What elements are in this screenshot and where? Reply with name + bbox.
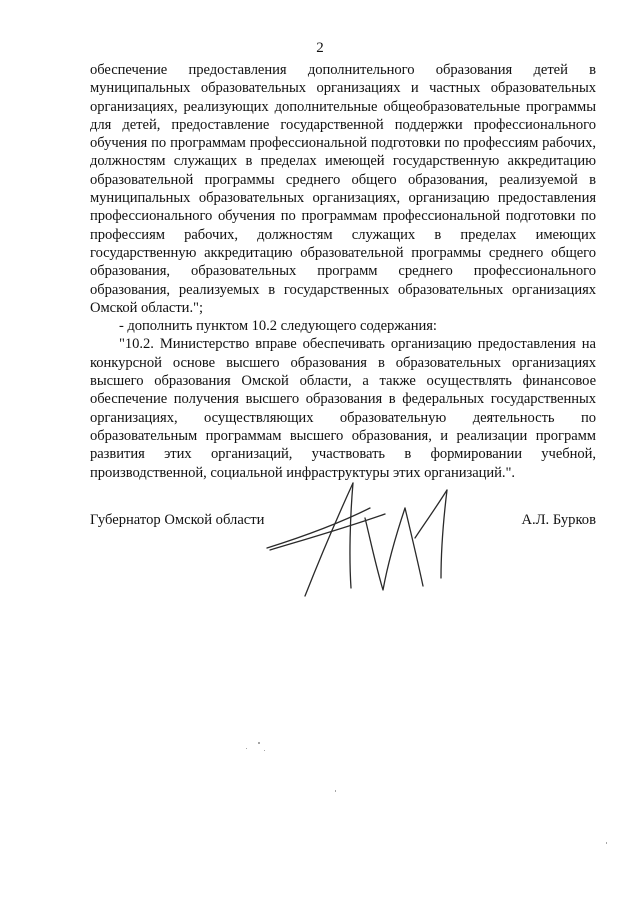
paragraph-amendment-intro: - дополнить пунктом 10.2 следующего содержания: [119, 318, 437, 335]
scan-speck [335, 790, 336, 792]
scan-speck [246, 748, 247, 749]
paragraph-clause-10-2: "10.2. Министерство вправе обеспечивать организацию предоставления на конкурсной основе высшего образования в образовательных организациях высшего образования Омской области, а также осуществлять финансовое обеспечение получения высшего образования в федеральных государственных организациях, осуществляющих образовательную деятельность по образовательным программам высшего образования, и реализации программ развития этих организаций, участвовать в формировании учебной, производственной, социальной инфраструктуры этих организаций.". [90, 336, 596, 481]
signature-stroke [305, 483, 353, 596]
signature-stroke [415, 490, 447, 538]
scan-speck [264, 750, 265, 751]
scan-speck [258, 742, 260, 744]
page-number: 2 [316, 40, 324, 56]
signatory-name: А.Л. Бурков [521, 512, 596, 528]
document-body [90, 61, 596, 482]
signatory-title: Губернатор Омской области [90, 512, 265, 528]
signature-stroke [405, 508, 423, 586]
signature-stroke [365, 508, 405, 590]
paragraph-continuation: обеспечение предоставления дополнительного образования детей в муниципальных образовательных организациях и частных образовательных организациях, реализующих дополнительные общеобразовательные программы для детей, предоставление государственной поддержки профессионального обучения по программам профессиональной подготовки по профессиям рабочих, должностям служащих в пределах имеющей государственную аккредитацию образовательной программы среднего общего образования, реализуемой в муниципальных образовательных организациях, организацию предоставления профессионального обучения по программам профессиональной подготовки по профессиям рабочих, должностям служащих в пределах имеющих государственную аккредитацию образовательной программы среднего общего образования, образовательных программ среднего профессионального образования, реализуемых в государственных образовательных организациях Омской области."; [90, 62, 596, 316]
signature-stroke [267, 508, 370, 548]
signature-stroke [441, 490, 447, 578]
scan-speck [606, 842, 607, 844]
signature-stroke [350, 483, 353, 588]
handwritten-signature [265, 478, 465, 598]
